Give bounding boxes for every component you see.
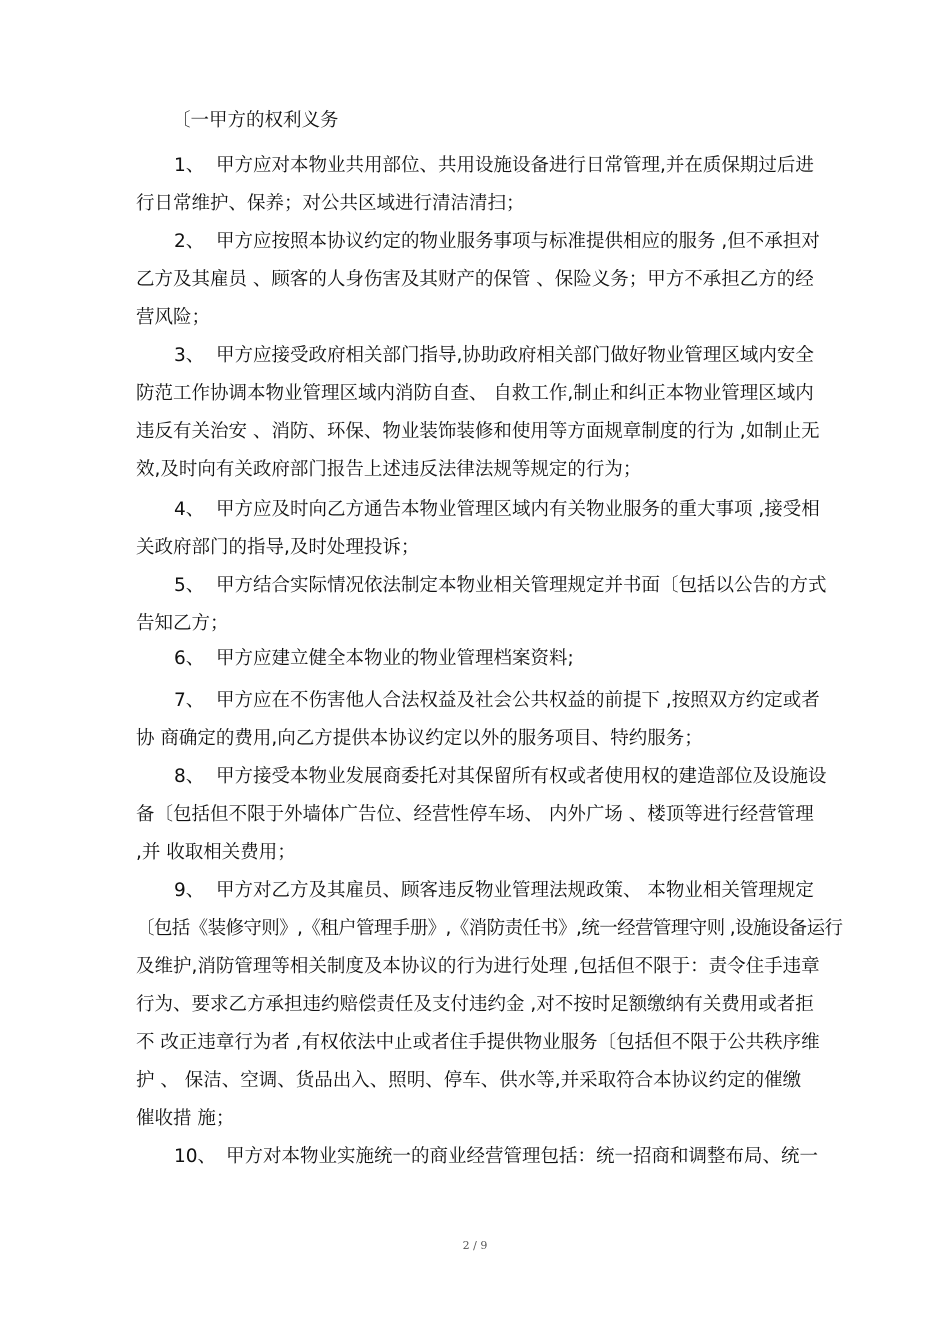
clause-3-line-1: 甲方应接受政府相关部门指导,协助政府相关部门做好物业管理区域内安全 [216, 345, 814, 366]
clause-6-number: 6、 [174, 648, 205, 669]
clause-3-number: 3、 [174, 345, 205, 366]
clause-2-line-1: 甲方应按照本协议约定的物业服务事项与标准提供相应的服务 ,但不承担对 [216, 231, 820, 252]
clause-1-number: 1、 [174, 155, 205, 176]
clause-5-number: 5、 [174, 575, 205, 596]
clause-8-line-1: 甲方接受本物业发展商委托对其保留所有权或者使用权的建造部位及设施设 [216, 766, 827, 787]
clause-10-line-1: 甲方对本物业实施统一的商业经营管理包括：统一招商和调整布局、统一 [226, 1146, 819, 1167]
clause-9-line-7: 催收措 施； [136, 1108, 235, 1129]
section-heading: 〔一甲方的权利义务 [172, 110, 339, 131]
clause-3-line-2: 防范工作协调本物业管理区域内消防自查、 自救工作,制止和纠正本物业管理区域内 [136, 383, 814, 404]
clause-10-number: 10、 [174, 1146, 217, 1167]
clause-9-line-2: 〔包括《装修守则》,《租户管理手册》,《消防责任书》,统一经营管理守则 ,设施设备运行 [136, 918, 843, 939]
clause-9-number: 9、 [174, 880, 205, 901]
clause-9-line-4: 行为、要求乙方承担违约赔偿责任及支付违约金 ,对不按时足额缴纳有关费用或者拒 [136, 994, 814, 1015]
clause-4-number: 4、 [174, 499, 205, 520]
clause-9-line-5: 不 改正违章行为者 ,有权依法中止或者住手提供物业服务〔包括但不限于公共秩序维 [136, 1032, 820, 1053]
clause-8-number: 8、 [174, 766, 205, 787]
clause-8-line-2: 备〔包括但不限于外墙体广告位、经营性停车场、 内外广场 、楼顶等进行经营管理 [136, 804, 814, 825]
clause-8-line-3: ,并 收取相关费用； [136, 842, 296, 863]
clause-4-line-1: 甲方应及时向乙方通告本物业管理区域内有关物业服务的重大事项 ,接受相 [216, 499, 820, 520]
page-indicator: 2 / 9 [462, 1239, 488, 1252]
clause-4-line-2: 关政府部门的指导,及时处理投诉； [136, 537, 420, 558]
clause-9-line-1: 甲方对乙方及其雇员、顾客违反物业管理法规政策、 本物业相关管理规定 [216, 880, 814, 901]
clause-5-line-2: 告知乙方； [136, 613, 229, 634]
clause-7-number: 7、 [174, 690, 205, 711]
clause-3-line-3: 违反有关治安 、消防、环保、物业装饰装修和使用等方面规章制度的行为 ,如制止无 [136, 421, 820, 442]
clause-7-line-1: 甲方应在不伤害他人合法权益及社会公共权益的前提下 ,按照双方约定或者 [216, 690, 820, 711]
clause-9-line-6: 护 、 保洁、空调、货品出入、照明、停车、供水等,并采取符合本协议约定的催缴 [136, 1070, 802, 1091]
clause-5-line-1: 甲方结合实际情况依法制定本物业相关管理规定并书面〔包括以公告的方式 [216, 575, 827, 596]
clause-9-line-3: 及维护,消防管理等相关制度及本协议的行为进行处理 ,包括但不限于：责令住手违章 [136, 956, 820, 977]
clause-2-number: 2、 [174, 231, 205, 252]
clause-6-line-1: 甲方应建立健全本物业的物业管理档案资料; [216, 648, 574, 669]
clause-7-line-2: 协 商确定的费用,向乙方提供本协议约定以外的服务项目、特约服务； [136, 728, 703, 749]
clause-2-line-2: 乙方及其雇员 、顾客的人身伤害及其财产的保管 、保险义务；甲方不承担乙方的经 [136, 269, 814, 290]
clause-2-line-3: 营风险； [136, 307, 211, 328]
clause-1-line-2: 行日常维护、保养；对公共区域进行清洁清扫； [136, 193, 525, 214]
clause-1-line-1: 甲方应对本物业共用部位、共用设施设备进行日常管理,并在质保期过后进 [216, 155, 814, 176]
clause-3-line-4: 效,及时向有关政府部门报告上述违反法律法规等规定的行为； [136, 459, 642, 480]
